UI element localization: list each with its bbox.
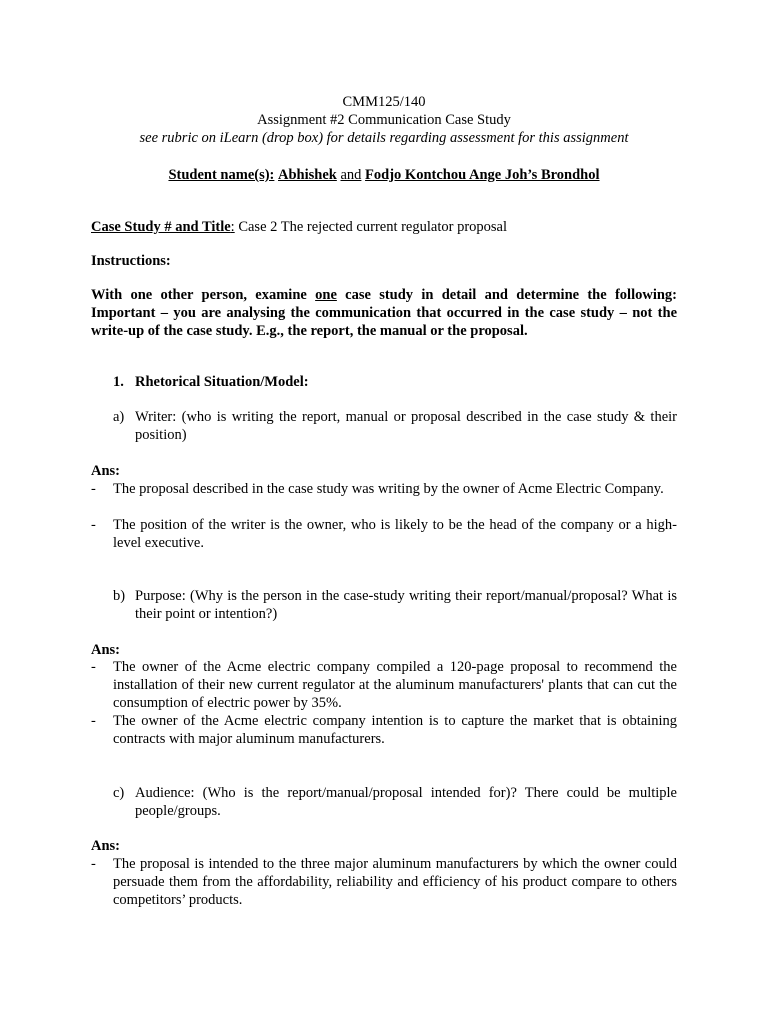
student-label: Student name(s):	[168, 167, 275, 183]
bullet-dash: -	[91, 856, 96, 872]
case-study-label: Case Study # and Title	[91, 219, 231, 235]
answer-label-a: Ans:	[91, 463, 121, 479]
instructions-text-underlined: one	[315, 287, 337, 303]
answer-text: The position of the writer is the owner, who is likely to be the head of the company or a high-level executive.	[113, 517, 677, 551]
section-number: 1.	[113, 374, 124, 390]
bullet-dash: -	[91, 481, 96, 497]
case-study-title: Case 2 The rejected current regulator proposal	[234, 219, 508, 235]
student-name-1: Abhishek	[278, 167, 337, 183]
bullet-dash: -	[91, 659, 96, 675]
instructions-text	[91, 286, 677, 340]
student-conjunction: and	[340, 167, 362, 183]
answer-text: The proposal is intended to the three major aluminum manufacturers by which the owner could persuade them from the affordability, reliability and efficiency of his product compare to others competitors’ products.	[113, 856, 677, 908]
instructions-heading: Instructions:	[91, 253, 171, 269]
case-study-colon: :	[230, 219, 235, 235]
answer-text: The owner of the Acme electric company compiled a 120-page proposal to recommend the installation of their new current regulator at the aluminum manufacturers' plants that can cut the consumption of electric power by 35%.	[113, 659, 677, 711]
answer-text: The proposal described in the case study was writing by the owner of Acme Electric Company.	[113, 481, 664, 497]
item-letter-c: c)	[113, 785, 125, 801]
bullet-dash: -	[91, 713, 96, 729]
student-name-2: Fodjo Kontchou Ange Joh’s Brondhol	[365, 167, 600, 183]
instructions-text-after: case study in detail and determine the following: Important – you are analysing the communication that occurred in the case study – not the write-up of the case study. E.g., the report, the manual or the proposal.	[91, 287, 677, 339]
item-question-a: Writer: (who is writing the report, manual or proposal described in the case study & their position)	[135, 409, 677, 443]
case-study-line	[91, 218, 677, 236]
item-question-b: Purpose: (Why is the person in the case-study writing their report/manual/proposal? What is their point or intention?)	[135, 588, 677, 622]
item-question-c: Audience: (Who is the report/manual/proposal intended for)? There could be multiple people/groups.	[135, 785, 677, 819]
answer-label-c: Ans:	[91, 838, 121, 854]
item-letter-b: b)	[113, 588, 126, 604]
item-letter-a: a)	[113, 409, 125, 425]
instructions-text-before: With one other person, examine	[91, 287, 316, 303]
student-names	[0, 166, 768, 184]
rubric-note: see rubric on iLearn (drop box) for details regarding assessment for this assignment	[139, 130, 629, 146]
answer-text: The owner of the Acme electric company intention is to capture the market that is obtaining contracts with major aluminum manufacturers.	[113, 713, 677, 747]
answer-label-b: Ans:	[91, 642, 121, 658]
section-title: Rhetorical Situation/Model:	[135, 374, 309, 390]
bullet-dash: -	[91, 517, 96, 533]
assignment-title: Assignment #2 Communication Case Study	[257, 112, 511, 128]
course-code: CMM125/140	[342, 94, 426, 110]
